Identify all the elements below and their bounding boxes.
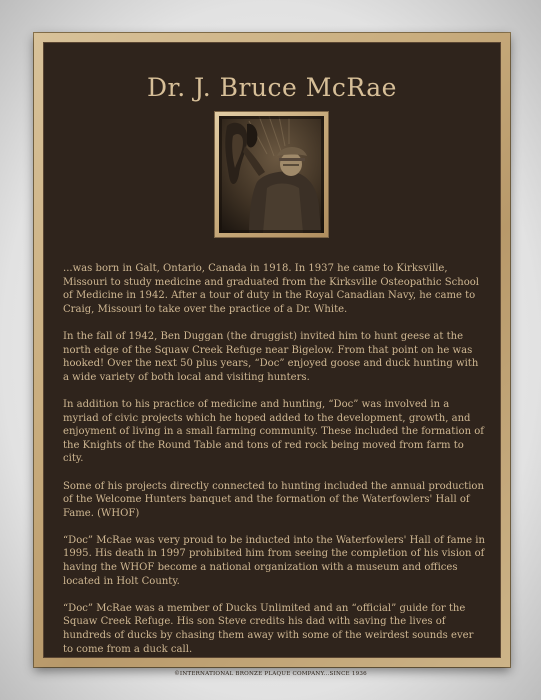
portrait-photo (219, 116, 324, 233)
plaque-face (43, 42, 501, 658)
portrait-photo-image (219, 116, 324, 233)
copyright-footer: ©INTERNATIONAL BRONZE PLAQUE COMPANY...SINCE 1936 (174, 671, 367, 677)
paragraph-ducks-unlimited: “Doc” McRae was a member of Ducks Unlimited and an “official” guide for the Squaw Creek Refuge. His son Steve credits his dad with saving the lives of hundreds of ducks by chasing them away with some of the weirdest sounds ever to come from a duck call. (63, 602, 474, 655)
paragraph-hall-of-fame: “Doc” McRae was very proud to be inducted into the Waterfowlers' Hall of fame in 1995. His death in 1997 prohibited him from seeing the completion of his vision of having the WHOF become a national organization with a museum and offices located in Holt County. (63, 534, 485, 587)
paragraph-civic-projects: In addition to his practice of medicine and hunting, “Doc” was involved in a myriad of civic projects which he hoped added to the development, growth, and enjoyment of living in a small farming community. These included the formation of the Knights of the Round Table and tons of red rock being moved from farm to city. (63, 398, 485, 465)
paragraph-hunting-projects: Some of his projects directly connected to hunting included the annual production of the Welcome Hunters banquet and the formation of the Waterfowlers' Hall of Fame. (WHOF) (63, 480, 484, 519)
plaque-title: Dr. J. Bruce McRae (147, 73, 397, 102)
photo-frame (215, 112, 328, 237)
paragraph-early-life: ...was born in Galt, Ontario, Canada in 1918. In 1937 he came to Kirksville, Missouri to study medicine and graduated from the Kirksville Osteopathic School of Medicine in 1942. After a tour of duty in the Royal Canadian Navy, he came to Craig, Missouri to take over the practice of a Dr. White. (63, 263, 479, 315)
bronze-plaque (34, 33, 510, 667)
plaque-body-text (63, 262, 485, 670)
paragraph-hunting-start: In the fall of 1942, Ben Duggan (the druggist) invited him to hunt geese at the north edge of the Squaw Creek Refuge near Bigelow. From that point on he was hooked! Over the next 50 plus years, “Doc” enjoyed goose and duck hunting with a wide variety of both local and visiting hunters. (63, 330, 479, 383)
